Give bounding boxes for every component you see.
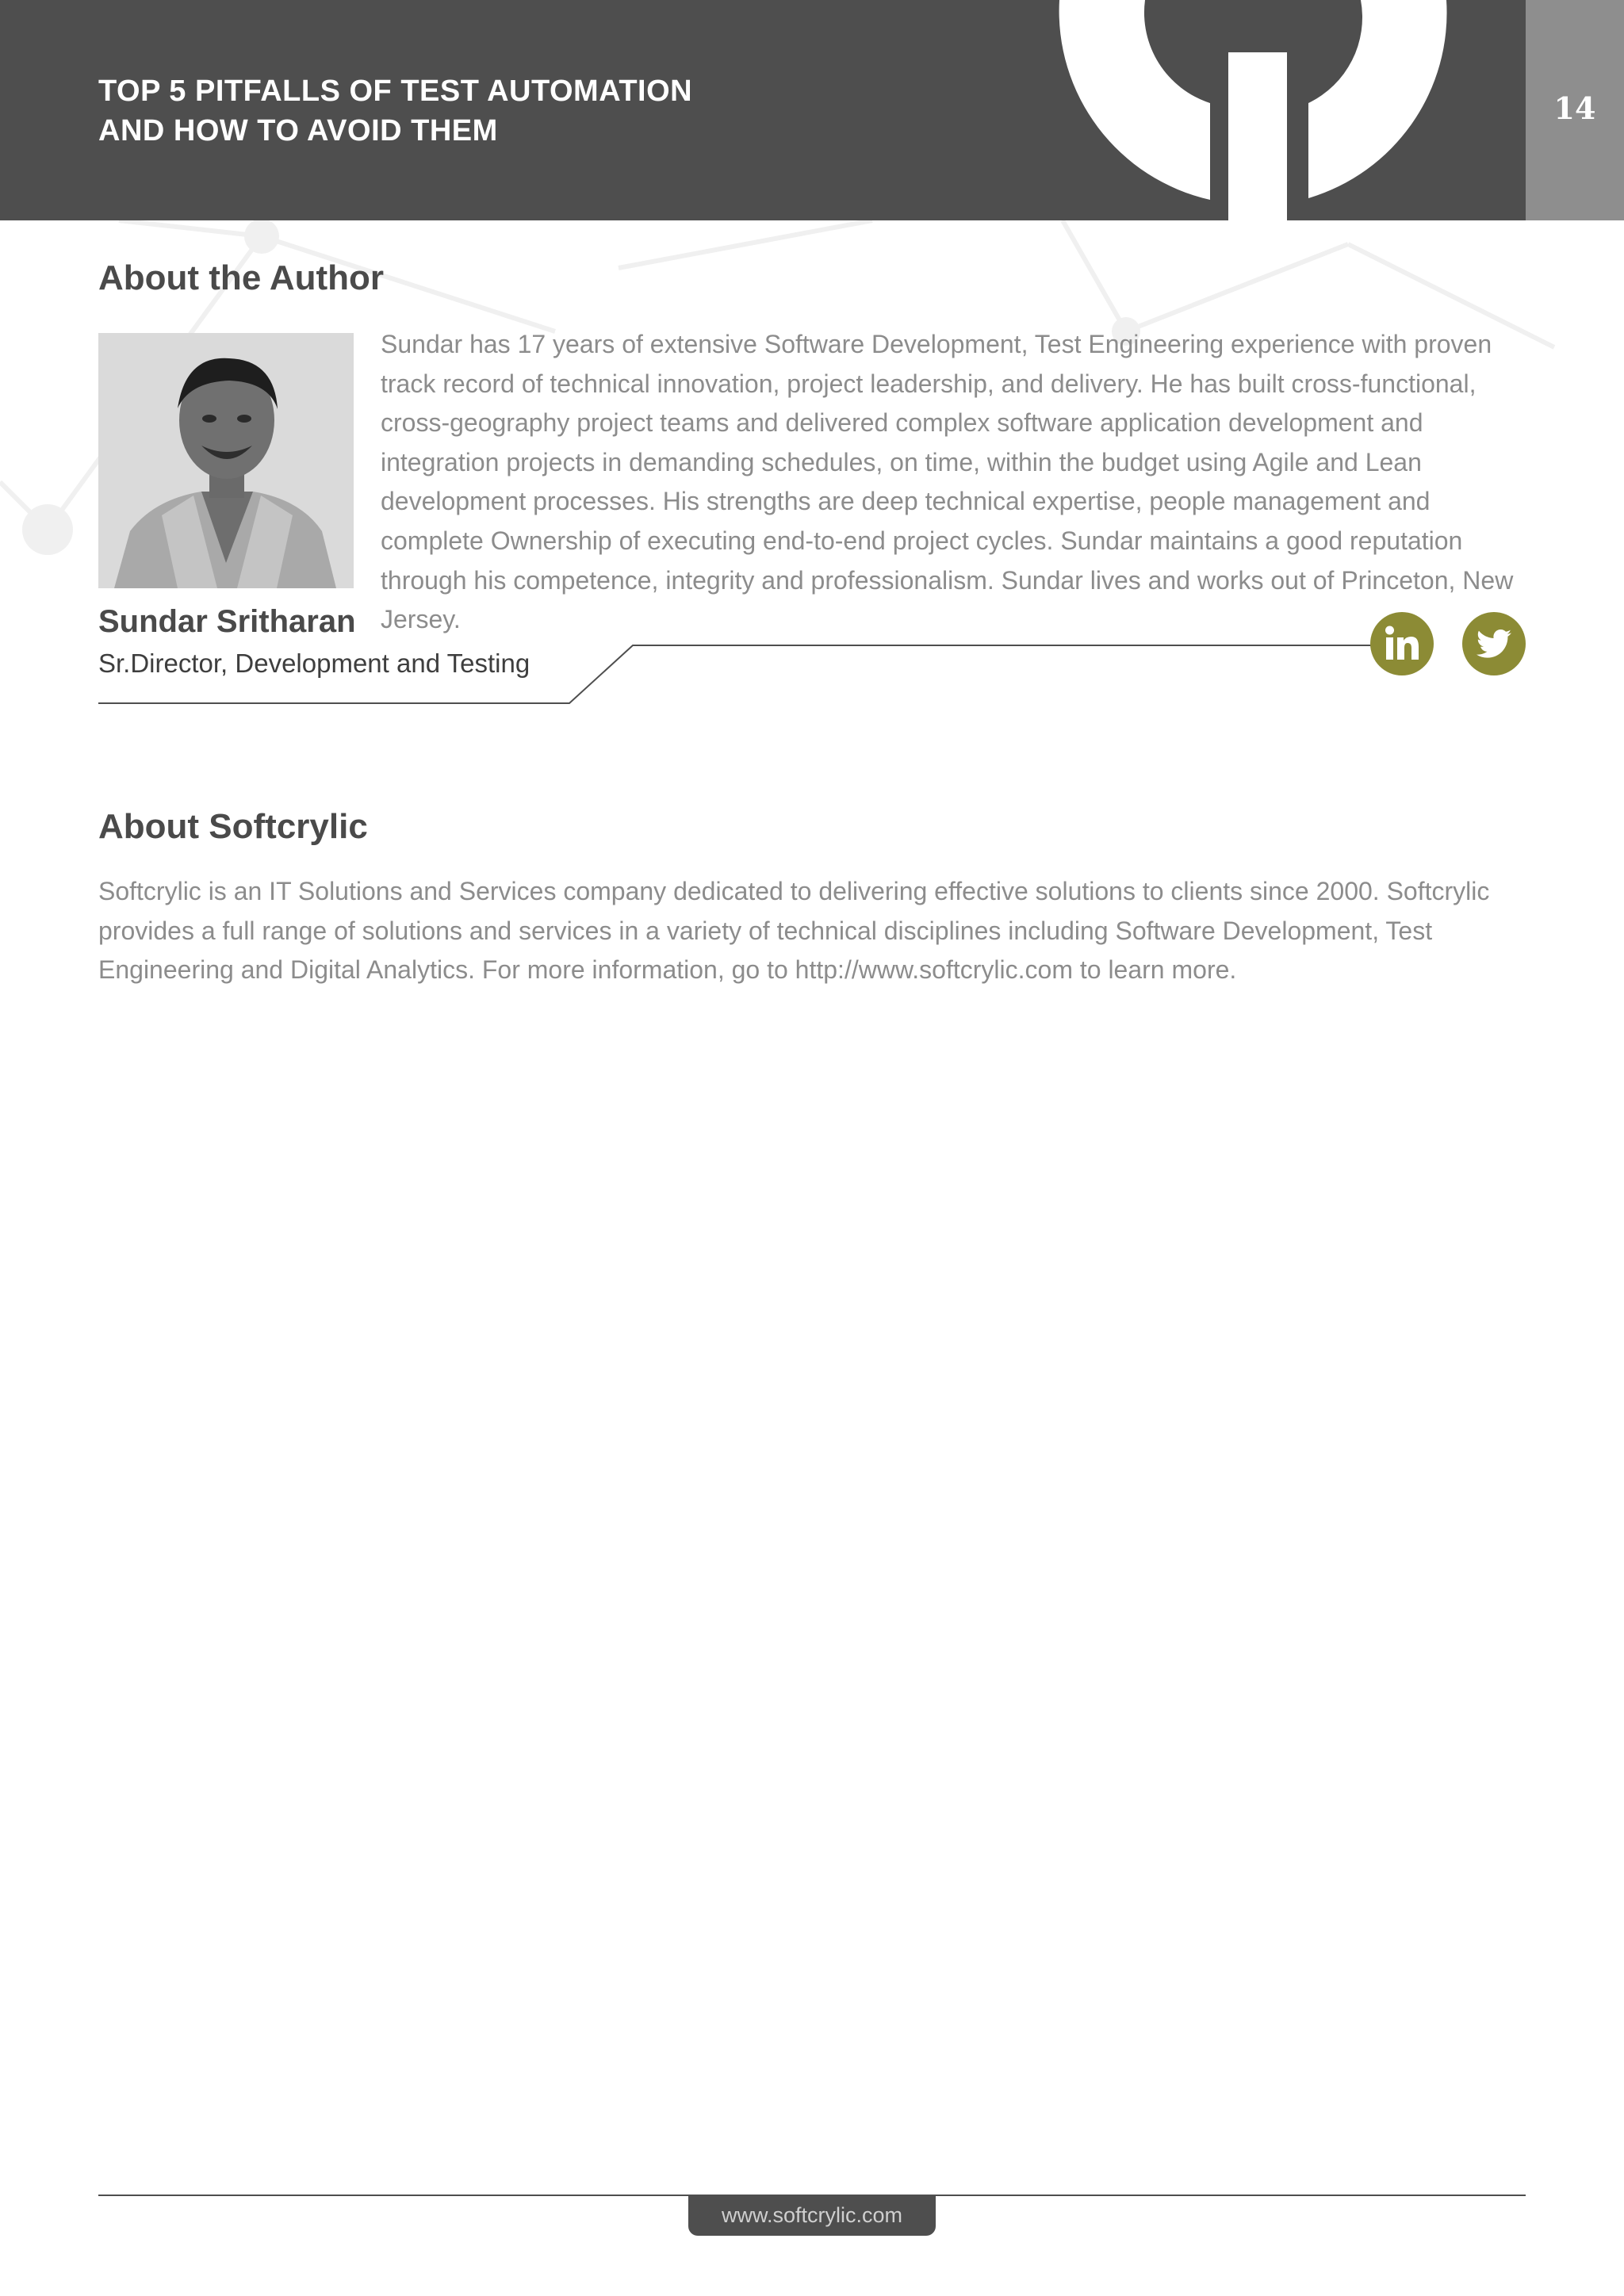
author-bio: Sundar has 17 years of extensive Software Development, Test Engineering experience with proven track record of technical innovation, project leadership, and delivery. He has built cross-functional, cross-geography project teams and delivered complex software application development and integration projects in demanding schedules, on time, within the budget using Agile and Lean development processes. His strengths are deep technical expertise, people management and complete Ownership of executing end-to-end project cycles. Sundar maintains a good reputation through his competence, integrity and professionalism. Sundar lives and works out of Princeton, New Jersey. xyxy=(381,330,1514,634)
company-section-heading: About Softcrylic xyxy=(98,807,368,846)
author-photo xyxy=(98,333,354,588)
document-title xyxy=(98,71,812,151)
company-description: Softcrylic is an IT Solutions and Services company dedicated to delivering effective solutions to clients since 2000. Softcrylic provides a full range of solutions and services in a variety of technical disciplines including Software Development, Test Engineering and Digital Analytics. For more information, go to http://www.softcrylic.com to learn more. xyxy=(98,877,1490,985)
author-role: Sr.Director, Development and Testing xyxy=(98,649,530,678)
author-portrait-graphic xyxy=(98,333,354,588)
linkedin-icon[interactable] xyxy=(1370,612,1434,675)
footer-website-link[interactable]: www.softcrylic.com xyxy=(688,2195,936,2236)
author-section-heading: About the Author xyxy=(98,258,385,297)
linkedin-glyph xyxy=(1381,623,1423,664)
header-band xyxy=(0,0,1624,220)
page-number-box xyxy=(1526,0,1624,220)
title-line-1: TOP 5 PITFALLS OF TEST AUTOMATION xyxy=(98,75,693,108)
twitter-glyph xyxy=(1475,625,1513,663)
twitter-icon[interactable] xyxy=(1462,612,1526,675)
title-line-2: AND HOW TO AVOID THEM xyxy=(98,114,498,147)
page-number: 14 xyxy=(1553,90,1596,126)
brand-logo-mark xyxy=(1047,0,1459,220)
author-name: Sundar Sritharan xyxy=(98,604,356,639)
